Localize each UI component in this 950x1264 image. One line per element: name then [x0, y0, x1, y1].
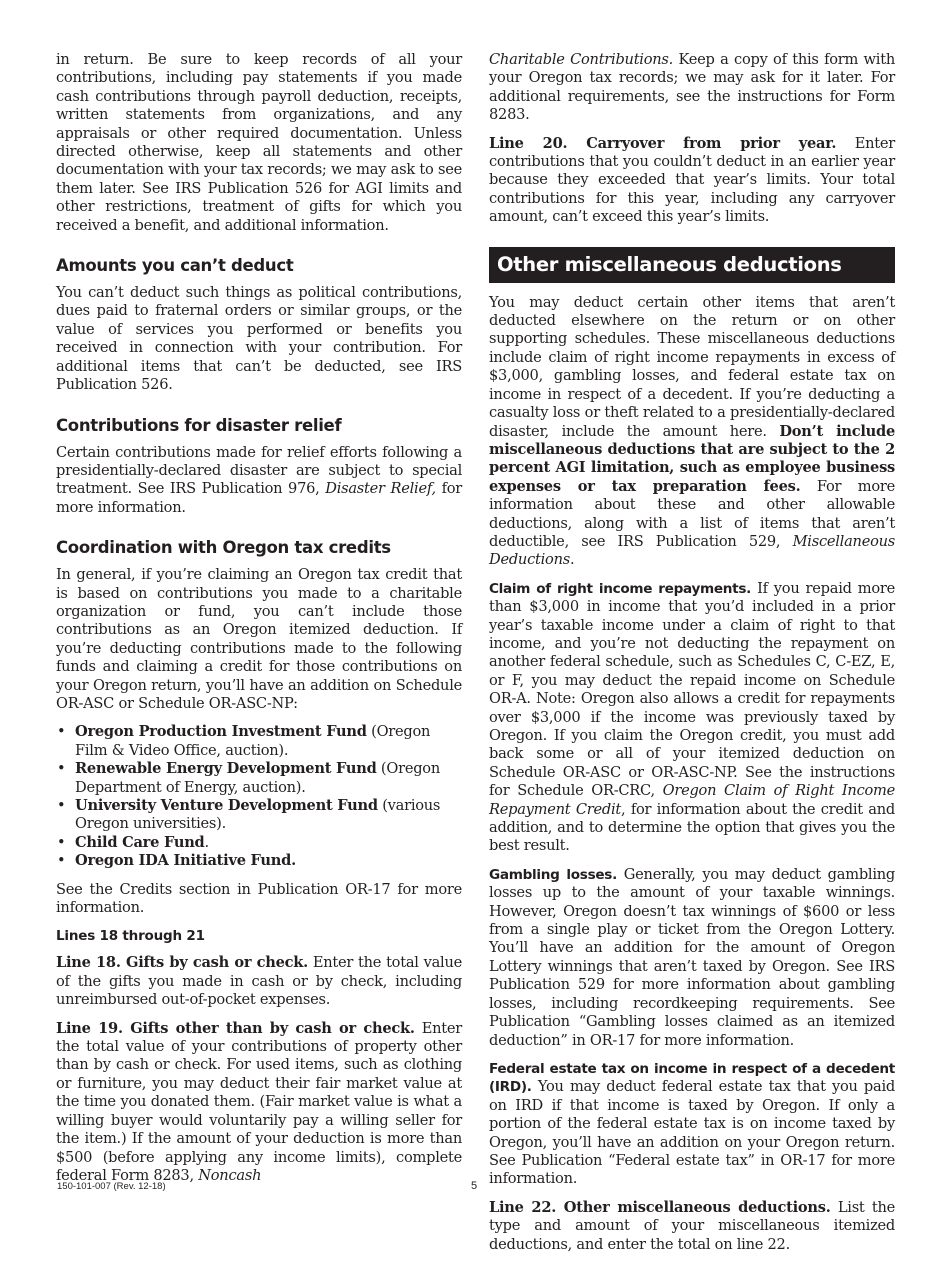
form-title: Charitable Contributions. [489, 51, 674, 68]
list-item [56, 760, 462, 797]
funds-list [56, 723, 462, 870]
section-heading-coordination: Coordination with Oregon tax credits [56, 538, 391, 558]
list-item [56, 723, 462, 760]
list-item [56, 797, 462, 834]
line-22-lead: Line 22. Other miscellaneous deductions. [489, 1198, 831, 1216]
form-number: 150-101-007 (Rev. 12-18) [57, 1181, 166, 1192]
disaster-relief-paragraph: Certain contributions made for relief efforts following a presidentially-declared disaster are subject to special treatment. See IRS Publication 976, Disaster Relief, for more information. [56, 443, 462, 516]
line-20-paragraph: Line 20. Carryover from prior year. Enter contributions that you couldn’t deduct in an earlier year because they exceeded that year’s limits. Your total contributions for this year, including any carryover amount, can’t exceed this year’s limits. [489, 134, 896, 226]
line-18-lead: Line 18. Gifts by cash or check. [56, 954, 308, 972]
line-18-paragraph: Line 18. Gifts by cash or check. Enter the total value of the gifts you made in cash or by check, including unreimbursed out-of-pocket expenses. [56, 954, 462, 1009]
line-20-lead: Line 20. Carryover from prior year. [489, 134, 837, 152]
line-19-paragraph: Line 19. Gifts other than by cash or check. Enter the total value of your contributions of property other than by cash or check. For used items, such as clothing or furniture, you may deduct their fair market value at the time you donated them. (Fair market value is what a willing buyer would voluntarily pay a willing seller for the item.) If the amount of your deduction is more than $500 (before applying any income limits), complete federal Form 8283, Noncash [56, 1019, 462, 1184]
bullet-icon: • [57, 723, 66, 741]
misc-warning: Don’t include miscellaneous deductions that are subject to the 2 percent AGI limitation, such as employee business expenses or tax preparation fees. [489, 422, 896, 495]
line-19-continued-paragraph: Charitable Contributions. Keep a copy of this form with your Oregon tax records; we may ask for it later. For additional requirements, see the instructions for Form 8283. [489, 51, 895, 124]
see-credits-paragraph: See the Credits section in Publication OR-17 for more information. [56, 880, 462, 917]
fund-name: Oregon Production Investment Fund [75, 723, 367, 741]
misc-deductions-banner: Other miscellaneous deductions [489, 247, 895, 283]
gambling-losses-paragraph: Gambling losses. Generally, you may deduct gambling losses up to the amount of your taxable winnings. However, Oregon doesn’t tax winnings of $600 or less from a single play or ticket from the Oregon Lottery. You’ll have an addition for the amount of Oregon Lottery winnings that aren’t taxed by Oregon. See IRS Publication 529 for more information about gambling losses, including recordkeeping requirements. See Publication “Gambling losses claimed as an itemized deduction” in OR-17 for more information. [489, 865, 895, 1049]
bullet-icon: • [57, 797, 66, 814]
right-column [489, 51, 895, 1264]
bullet-icon: • [57, 760, 66, 778]
line-22-paragraph: Line 22. Other miscellaneous deductions. List the type and amount of your miscellaneous itemized deductions, and enter the total on line 22. [489, 1198, 895, 1253]
list-item [56, 852, 462, 870]
lines-18-21-heading: Lines 18 through 21 [56, 928, 205, 945]
fund-note: (various Oregon universities). [75, 797, 441, 833]
records-paragraph: in return. Be sure to keep records of all your contributions, including pay statements if you made cash contributions through payroll deduction, receipts, written statements from organizations, and any appraisals or other required documentation. Unless directed otherwise, keep all statements and other documentation with your tax records; we may ask to see them later. See IRS Publication 526 for AGI limits and other restrictions, treatment of gifts for which you received a benefit, and additional information. [56, 51, 462, 234]
claim-of-right-paragraph: Claim of right income repayments. If you repaid more than $3,000 in income that you’d included in a prior year’s taxable income under a claim of right to that income, and you’re not deducting the repayment on another federal schedule, such as Schedules C, C-EZ, E, or F, you may deduct the repaid income on Schedule OR-A. Note: Oregon also allows a credit for repayments over $3,000 if the income was previously taxed by Oregon. If you claim the Oregon credit, you must add back some or all of your itemized deduction on Schedule OR-ASC or OR-ASC-NP. See the instructions for Schedule OR-CRC, Oregon Claim of Right Income Repayment Credit, for information about the credit and addition, and to determine the option that gives you the best result. [489, 579, 895, 855]
section-heading-cant-deduct: Amounts you can’t deduct [56, 256, 294, 276]
publication-title: Disaster Relief, [325, 480, 436, 498]
schedule-title: Oregon Claim of Right Income Repayment Credit [489, 782, 895, 818]
estate-tax-paragraph: Federal estate tax on income in respect of a decedent (IRD). You may deduct federal estate tax that you paid on IRD if that income is taxed by Oregon. If only a portion of the federal estate tax is on income taxed by Oregon, you’ll have an addition on your Oregon return. See Publication “Federal estate tax” in OR-17 for more information. [489, 1060, 895, 1188]
fund-name: Child Care Fund [75, 833, 205, 851]
estate-tax-lead: Federal estate tax on income in respect of a decedent (IRD). [489, 1060, 895, 1096]
section-heading-disaster-relief: Contributions for disaster relief [56, 415, 342, 435]
cant-deduct-paragraph: You can’t deduct such things as political contributions, dues paid to fraternal orders or similar groups, or the value of services you performed or benefits you received in connection with your contribution. For additional items that can’t be deducted, see IRS Publication 526. [56, 284, 462, 394]
fund-name: University Venture Development Fund [75, 797, 378, 814]
bullet-icon: • [57, 852, 66, 870]
page-number: 5 [471, 1180, 478, 1192]
left-column [56, 51, 462, 1195]
misc-intro-paragraph: You may deduct certain other items that aren’t deducted elsewhere on the return or on other supporting schedules. These miscellaneous deductions include claim of right income repayments in excess of $3,000, gambling losses, and federal estate tax on income in respect of a decedent. If you’re deducting a casualty loss or theft related to a presidentially-declared disaster, include the amount here. Don’t include miscellaneous deductions that are subject to the 2 percent AGI limitation, such as employee business expenses or tax preparation fees. For more information about these and other allowable deductions, along with a list of items that aren’t deductible, see IRS Publication 529, Miscellaneous Deductions. [489, 293, 896, 569]
fund-note: (Oregon Department of Energy, auction). [75, 760, 440, 796]
coordination-paragraph: In general, if you’re claiming an Oregon tax credit that is based on contributions you made to a charitable organization or fund, you can’t include those contributions as an Oregon itemized deduction. If you’re deducting contributions made to the following funds and claiming a credit for those contributions on your Oregon return, you’ll have an addition on Schedule OR-ASC or Schedule OR-ASC-NP: [56, 566, 462, 712]
fund-name: Oregon IDA Initiative Fund. [75, 852, 296, 870]
gambling-losses-lead: Gambling losses. [489, 866, 617, 883]
fund-note: . [204, 833, 209, 851]
fund-name: Renewable Energy Development Fund [75, 760, 377, 778]
line-19-lead: Line 19. Gifts other than by cash or check. [56, 1019, 415, 1037]
form-title: Noncash [198, 1166, 262, 1184]
claim-of-right-lead: Claim of right income repayments. [489, 580, 752, 597]
fund-note: (Oregon Film & Video Office, auction). [75, 723, 431, 759]
bullet-icon: • [57, 833, 66, 851]
list-item [56, 834, 462, 852]
publication-title: Miscellaneous Deductions [489, 532, 895, 569]
